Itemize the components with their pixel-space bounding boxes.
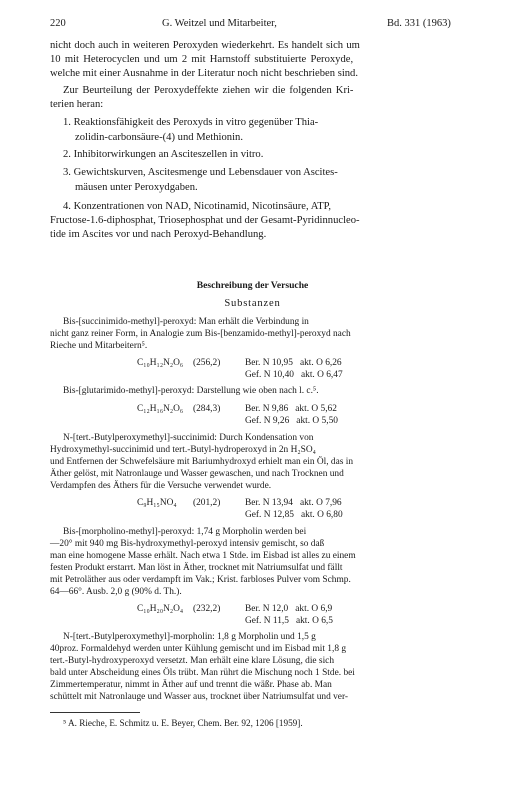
- criteria-item-4-cont: tide im Ascites vor und nach Peroxyd-Behandlung.: [50, 229, 267, 240]
- molecular-weight: (256,2): [193, 358, 221, 368]
- compound-text: festen Produkt erstarrt. Man löst in Äther, trocknet mit Natriumsulfat und fällt: [50, 563, 343, 573]
- analysis-found: Gef. N 12,85 akt. O 6,80: [245, 510, 343, 520]
- footnote: ⁵ A. Rieche, E. Schmitz u. E. Beyer, Chem. Ber. 92, 1206 [1959].: [63, 718, 303, 728]
- compound-text: N-[tert.-Butylperoxymethyl]-morpholin: 1,8 g Morpholin und 1,5 g: [63, 632, 316, 642]
- footnote-rule: [50, 712, 140, 713]
- section-title: Beschreibung der Versuche: [196, 280, 309, 291]
- molecular-weight: (232,2): [193, 604, 221, 614]
- analysis-calculated: Ber. N 13,94 akt. O 7,96: [245, 498, 342, 508]
- compound-text: tert.-Butyl-hydroxyperoxyd versetzt. Man erhält eine klare Lösung, die sich: [50, 656, 335, 666]
- compound-text: Rieche und Mitarbeitern⁵.: [50, 341, 148, 351]
- compound-text: Bis-[morpholino-methyl]-peroxyd: 1,74 g Morpholin werden bei: [63, 527, 307, 537]
- compound-text: und Entfernen der Schwefelsäure mit Bariumhydroxyd erhielt man ein Öl, das in: [50, 457, 354, 467]
- compound-text: N-[tert.-Butylperoxymethyl]-succinimid: Durch Kondensation von: [63, 433, 314, 443]
- compound-text: —20° mit 940 mg Bis-hydroxymethyl-peroxyd intensiv gemischt, so daß: [50, 539, 325, 549]
- molecular-weight: (284,3): [193, 404, 221, 414]
- compound-text: man eine homogene Masse erhält. Nach etwa 1 Stde. im Eisbad ist alles zu einem: [50, 551, 356, 561]
- intro-line: welche mit einer Ausnahme in der Literatur noch nicht beschrieben sind.: [50, 68, 358, 79]
- compound-text: Zimmertemperatur, nimmt in Äther auf und trennt die wäßr. Phase ab. Man: [50, 680, 332, 690]
- sum-formula: C₁₂H₁₆N₂O₆: [137, 404, 184, 414]
- molecular-weight: (201,2): [193, 498, 221, 508]
- running-title: G. Weitzel und Mitarbeiter,: [162, 18, 277, 29]
- analysis-calculated: Ber. N 9,86 akt. O 5,62: [245, 404, 337, 414]
- analysis-calculated: Ber. N 12,0 akt. O 6,9: [245, 604, 333, 614]
- intro-line: 10 mit Heterocyclen und um 2 mit Harnstoff substituierte Peroxyde,: [50, 54, 354, 65]
- compound-text: nicht ganz reiner Form, in Analogie zum Bis-[benzamido-methyl]-peroxyd nach: [50, 329, 351, 339]
- criteria-item-1: 1. Reaktionsfähigkeit des Peroxyds in vitro gegenüber Thia-: [63, 117, 319, 128]
- intro-line: nicht doch auch in weiteren Peroxyden wiederkehrt. Es handelt sich um: [50, 40, 360, 51]
- compound-text: mit Petroläther aus oder verdampft im Vak.; Krist. farbloses Pulver vom Schmp.: [50, 575, 351, 585]
- compound-text: Äther gelöst, mit Natronlauge und Wasser gewaschen, und nach Trocknen und: [50, 469, 344, 479]
- sum-formula: C₉H₁₅NO₄: [137, 498, 177, 508]
- sum-formula: C₁₀H₁₂N₂O₆: [137, 358, 184, 368]
- compound-text: Hydroxymethyl-succinimid und tert.-Butyl-hydroperoxyd in 2n H₂SO₄: [50, 445, 316, 455]
- volume-info: Bd. 331 (1963): [387, 18, 451, 29]
- criteria-item-1-cont: zolidin-carbonsäure-(4) und Methionin.: [75, 132, 243, 143]
- compound-text: Bis-[succinimido-methyl]-peroxyd: Man erhält die Verbindung in: [63, 317, 309, 327]
- analysis-calculated: Ber. N 10,95 akt. O 6,26: [245, 358, 342, 368]
- compound-text: Bis-[glutarimido-methyl]-peroxyd: Darstellung wie oben nach l. c.⁵.: [63, 386, 319, 396]
- compound-text: 64—66°. Ausb. 2,0 g (90% d. Th.).: [50, 587, 182, 597]
- criteria-item-4-cont: Fructose-1.6-diphosphat, Triosephosphat und der Gesamt-Pyridinnucleo-: [50, 215, 360, 226]
- analysis-found: Gef. N 10,40 akt. O 6,47: [245, 370, 343, 380]
- section-subtitle: Substanzen: [224, 298, 281, 309]
- sum-formula: C₁₀H₂₀N₂O₄: [137, 604, 184, 614]
- criteria-item-3: 3. Gewichtskurven, Ascitesmenge und Lebensdauer von Ascites-: [63, 167, 338, 178]
- compound-text: 40proz. Formaldehyd werden unter Kühlung gemischt und im Eisbad mit 1,8 g: [50, 644, 347, 654]
- compound-text: Verdampfen des Äthers für die Versuche verwendet wurde.: [50, 481, 272, 491]
- page-number: 220: [50, 18, 66, 29]
- analysis-found: Gef. N 9,26 akt. O 5,50: [245, 416, 338, 426]
- compound-text: bald unter Abscheidung eines Öls trübt. Man rührt die Mischung noch 1 Stde. bei: [50, 668, 355, 678]
- criteria-item-3-cont: mäusen unter Peroxydgaben.: [75, 182, 198, 193]
- compound-text: schüttelt mit Natronlauge und Wasser aus, trocknet über Natriumsulfat und ver-: [50, 692, 349, 702]
- analysis-found: Gef. N 11,5 akt. O 6,5: [245, 616, 333, 626]
- intro-line: terien heran:: [50, 99, 104, 110]
- criteria-item-2: 2. Inhibitorwirkungen an Asciteszellen in vitro.: [63, 149, 264, 160]
- intro-line: Zur Beurteilung der Peroxydeffekte ziehen wir die folgenden Kri-: [63, 85, 354, 96]
- criteria-item-4: 4. Konzentrationen von NAD, Nicotinamid, Nicotinsäure, ATP,: [63, 201, 332, 212]
